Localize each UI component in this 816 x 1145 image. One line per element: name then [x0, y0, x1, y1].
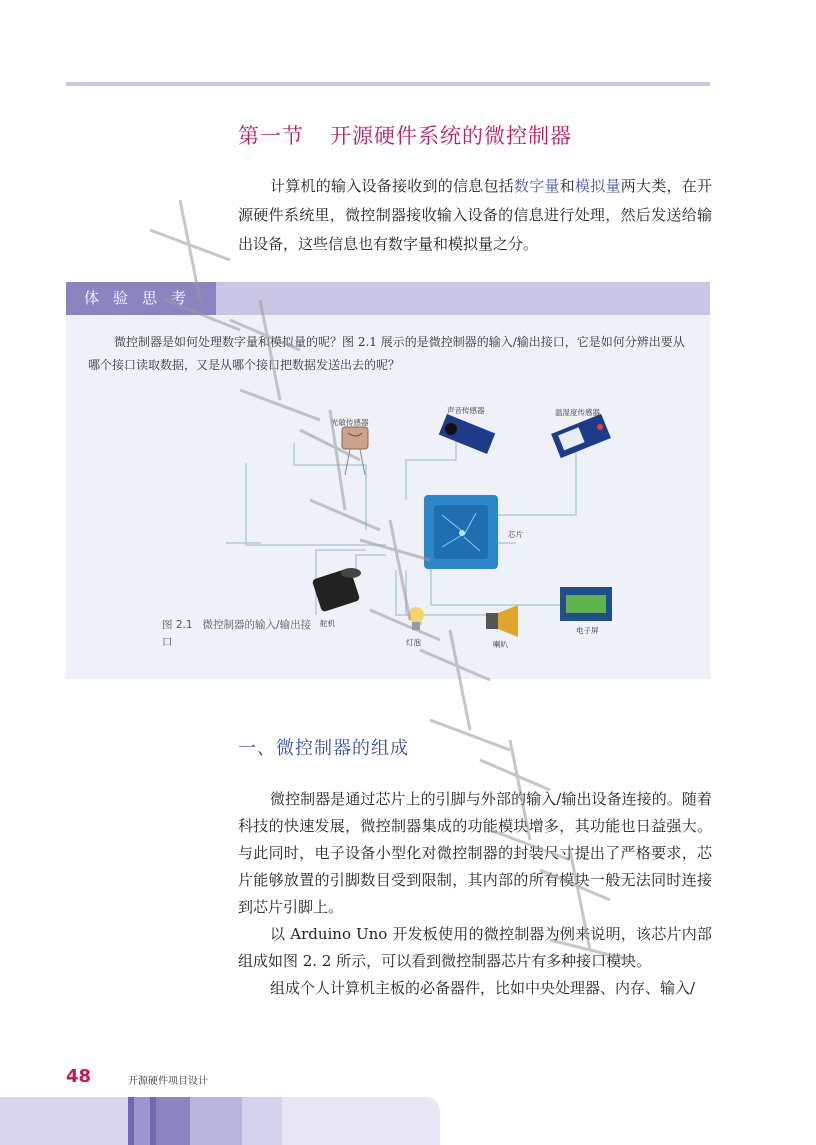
label-servo: 舵机: [320, 619, 335, 628]
label-temp-sensor: 温湿度传感器: [555, 408, 600, 417]
chip: [424, 495, 498, 569]
section-title: 第一节 开源硬件系统的微控制器: [238, 124, 572, 148]
page-number: 48: [66, 1066, 92, 1087]
screen: [560, 587, 612, 621]
heading-2: 一、微控制器的组成: [238, 738, 409, 759]
temp-sensor: [551, 414, 611, 458]
light-sensor: [342, 427, 368, 475]
think-label: 体验思考: [66, 282, 216, 315]
think-header: [66, 282, 710, 315]
label-sound-sensor: 声音传感器: [447, 406, 485, 415]
bulb: [408, 607, 424, 630]
top-rule: [66, 82, 710, 86]
figure-caption: 图 2.1 微控制器的输入/输出接口: [162, 619, 312, 648]
body-text: [238, 786, 712, 1002]
think-box: [66, 315, 710, 679]
servo: [312, 568, 361, 613]
body-paragraph-3: 组成个人计算机主板的必备器件，比如中央处理器、内存、输入/: [270, 979, 696, 997]
sound-sensor: [439, 414, 495, 454]
label-chip: 芯片: [508, 530, 523, 539]
label-speaker: 喇叭: [493, 640, 508, 649]
body-paragraph-1: 微控制器是通过芯片上的引脚与外部的输入/输出设备连接的。随着科技的快速发展，微控制器集成的功能模块增多，其功能也日益强大。与此同时，电子设备小型化对微控制器的封装尺寸提出了严格要求，芯片能够放置的引脚数目受到限制，其内部的所有模块一般无法同时连接到芯片引脚上。: [238, 790, 712, 916]
think-text: 微控制器是如何处理数字量和模拟量的呢？图 2.1 展示的是微控制器的输入/输出接口，它是如何分辨出要从哪个接口读取数据，又是从哪个接口把数据发送出去的呢？: [88, 335, 685, 372]
intro-paragraph: 计算机的输入设备接收到的信息包括数字量和模拟量两大类，在开源硬件系统里，微控制器接收输入设备的信息进行处理，然后发送给输出设备，这些信息也有数字量和模拟量之分。: [238, 177, 712, 253]
term-analog: 模拟量: [574, 177, 621, 195]
body-paragraph-2: 以 Arduino Uno 开发板使用的微控制器为例来说明，该芯片内部组成如图 2. 2 所示，可以看到微控制器芯片有多种接口模块。: [238, 925, 712, 970]
book-title: 开源硬件项目设计: [128, 1076, 208, 1087]
label-light-sensor: 光敏传感器: [331, 418, 369, 427]
term-digital: 数字量: [513, 177, 560, 195]
speaker: [486, 605, 518, 637]
label-screen: 电子屏: [576, 626, 599, 635]
label-bulb: 灯泡: [406, 638, 421, 647]
bottom-band: [0, 1097, 440, 1145]
